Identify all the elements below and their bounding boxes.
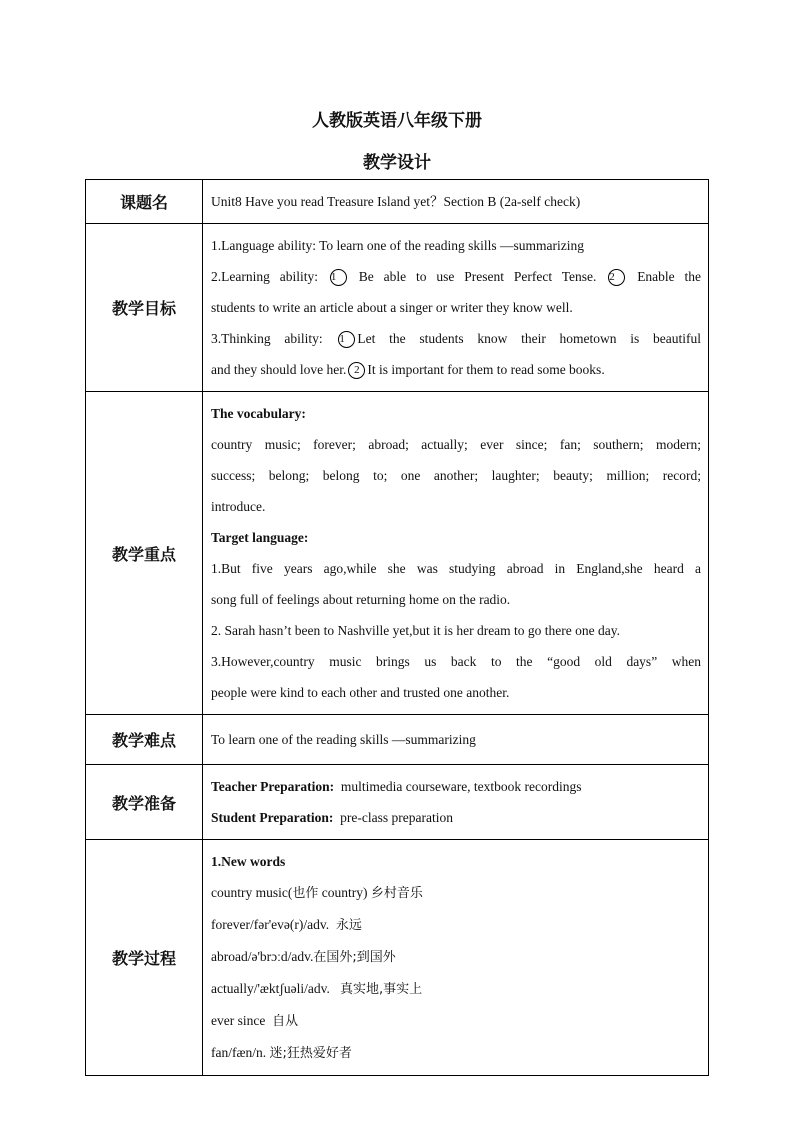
objective-text: Be able to use Present Perfect Tense. — [358, 269, 597, 284]
table-row-objectives — [86, 224, 709, 392]
topic-text: Unit8 Have you read Treasure Island yet？Section B (2a-self check) — [211, 194, 581, 209]
objective-line-1: 1.Language ability: To learn one of the reading skills —summarizing — [211, 238, 584, 253]
word-english: abroad/ə'brɔːd/adv. — [211, 949, 314, 964]
target-language-line: 2. Sarah hasn’t been to Nashville yet,but it is her dream to go there one day. — [211, 623, 621, 638]
target-language-line: 1.But five years ago,while she was studying abroad in England,she heard a — [211, 561, 701, 576]
teacher-preparation — [211, 771, 701, 802]
objective-text: Let the students know their hometown is beautiful — [357, 331, 702, 346]
vocabulary-line: success; belong; belong to; one another; laughter; beauty; million; record; — [211, 468, 701, 483]
objective-line-3: students to write an article about a singer or writer they know well. — [211, 300, 573, 315]
vocabulary-heading: The vocabulary: — [211, 406, 306, 421]
word-english: forever/fər'evə(r)/adv. — [211, 917, 330, 932]
student-preparation — [211, 802, 701, 833]
objective-text: 3.Thinking ability: — [211, 331, 323, 346]
vocabulary-line: introduce. — [211, 499, 266, 514]
word-entry — [211, 909, 701, 941]
objective-text: and they should love her. — [211, 362, 347, 377]
objective-line-2 — [211, 261, 701, 292]
table-row-difficulties — [86, 715, 709, 765]
document-subtitle: 教学设计 — [363, 153, 431, 173]
word-entry — [211, 973, 701, 1005]
row-content-key-points — [203, 392, 709, 715]
word-entry — [211, 877, 701, 909]
word-english: fan/fæn/n. — [211, 1045, 267, 1060]
objective-text: 2.Learning ability: — [211, 269, 318, 284]
circled-number: 1 — [330, 269, 347, 286]
table-row-key-points — [86, 392, 709, 715]
row-label-key-points: 教学重点 — [86, 392, 203, 715]
student-preparation-text: pre-class preparation — [340, 810, 453, 825]
teacher-preparation-text: multimedia courseware, textbook recordings — [340, 779, 582, 794]
row-content-difficulties — [203, 715, 709, 765]
row-label-objectives: 教学目标 — [86, 224, 203, 392]
objective-text: Enable the — [637, 269, 702, 284]
word-chinese: 在国外;到国外 — [313, 950, 396, 965]
word-chinese: 乡村音乐 — [370, 886, 423, 901]
word-chinese: 永远 — [335, 918, 362, 933]
row-content-topic — [203, 180, 709, 224]
target-language-line: 3.However,country music brings us back to the “good old days” when — [211, 654, 701, 669]
document-title: 人教版英语八年级下册 — [312, 111, 482, 131]
row-content-process — [203, 840, 709, 1076]
word-entry — [211, 1005, 701, 1037]
word-english: actually/'æktʃuəli/adv. — [211, 981, 330, 996]
new-words-heading: 1.New words — [211, 854, 286, 869]
row-label-difficulties: 教学难点 — [86, 715, 203, 765]
vocabulary-line: country music; forever; abroad; actually; ever since; fan; southern; modern; — [211, 437, 701, 452]
circled-number: 2 — [348, 362, 365, 379]
objective-text: It is important for them to read some books. — [367, 362, 605, 377]
word-english: country music( — [211, 885, 293, 900]
circled-number: 2 — [608, 269, 625, 286]
difficulties-text: To learn one of the reading skills —summarizing — [211, 732, 476, 747]
word-entry — [211, 1037, 701, 1069]
word-chinese: 迷;狂热爱好者 — [269, 1046, 352, 1061]
table-row-topic — [86, 180, 709, 224]
target-language-line: people were kind to each other and trusted one another. — [211, 685, 510, 700]
target-language-line: song full of feelings about returning home on the radio. — [211, 592, 511, 607]
row-label-topic: 课题名 — [86, 180, 203, 224]
word-chinese: 自从 — [272, 1014, 299, 1029]
student-preparation-heading: Student Preparation: — [211, 810, 334, 825]
teacher-preparation-heading: Teacher Preparation: — [211, 779, 335, 794]
table-row-process — [86, 840, 709, 1076]
objective-line-5 — [211, 354, 701, 385]
objective-line-4 — [211, 323, 701, 354]
row-content-objectives — [203, 224, 709, 392]
row-content-preparation — [203, 765, 709, 840]
row-label-preparation: 教学准备 — [86, 765, 203, 840]
word-entry — [211, 941, 701, 973]
word-chinese: 也作 — [292, 886, 319, 901]
word-english: ever since — [211, 1013, 266, 1028]
circled-number: 1 — [338, 331, 355, 348]
target-language-heading: Target language: — [211, 530, 309, 545]
table-row-preparation — [86, 765, 709, 840]
lesson-plan-table — [85, 179, 709, 1076]
row-label-process: 教学过程 — [86, 840, 203, 1076]
word-english: country) — [321, 885, 368, 900]
word-chinese: 真实地,事实上 — [340, 982, 423, 997]
